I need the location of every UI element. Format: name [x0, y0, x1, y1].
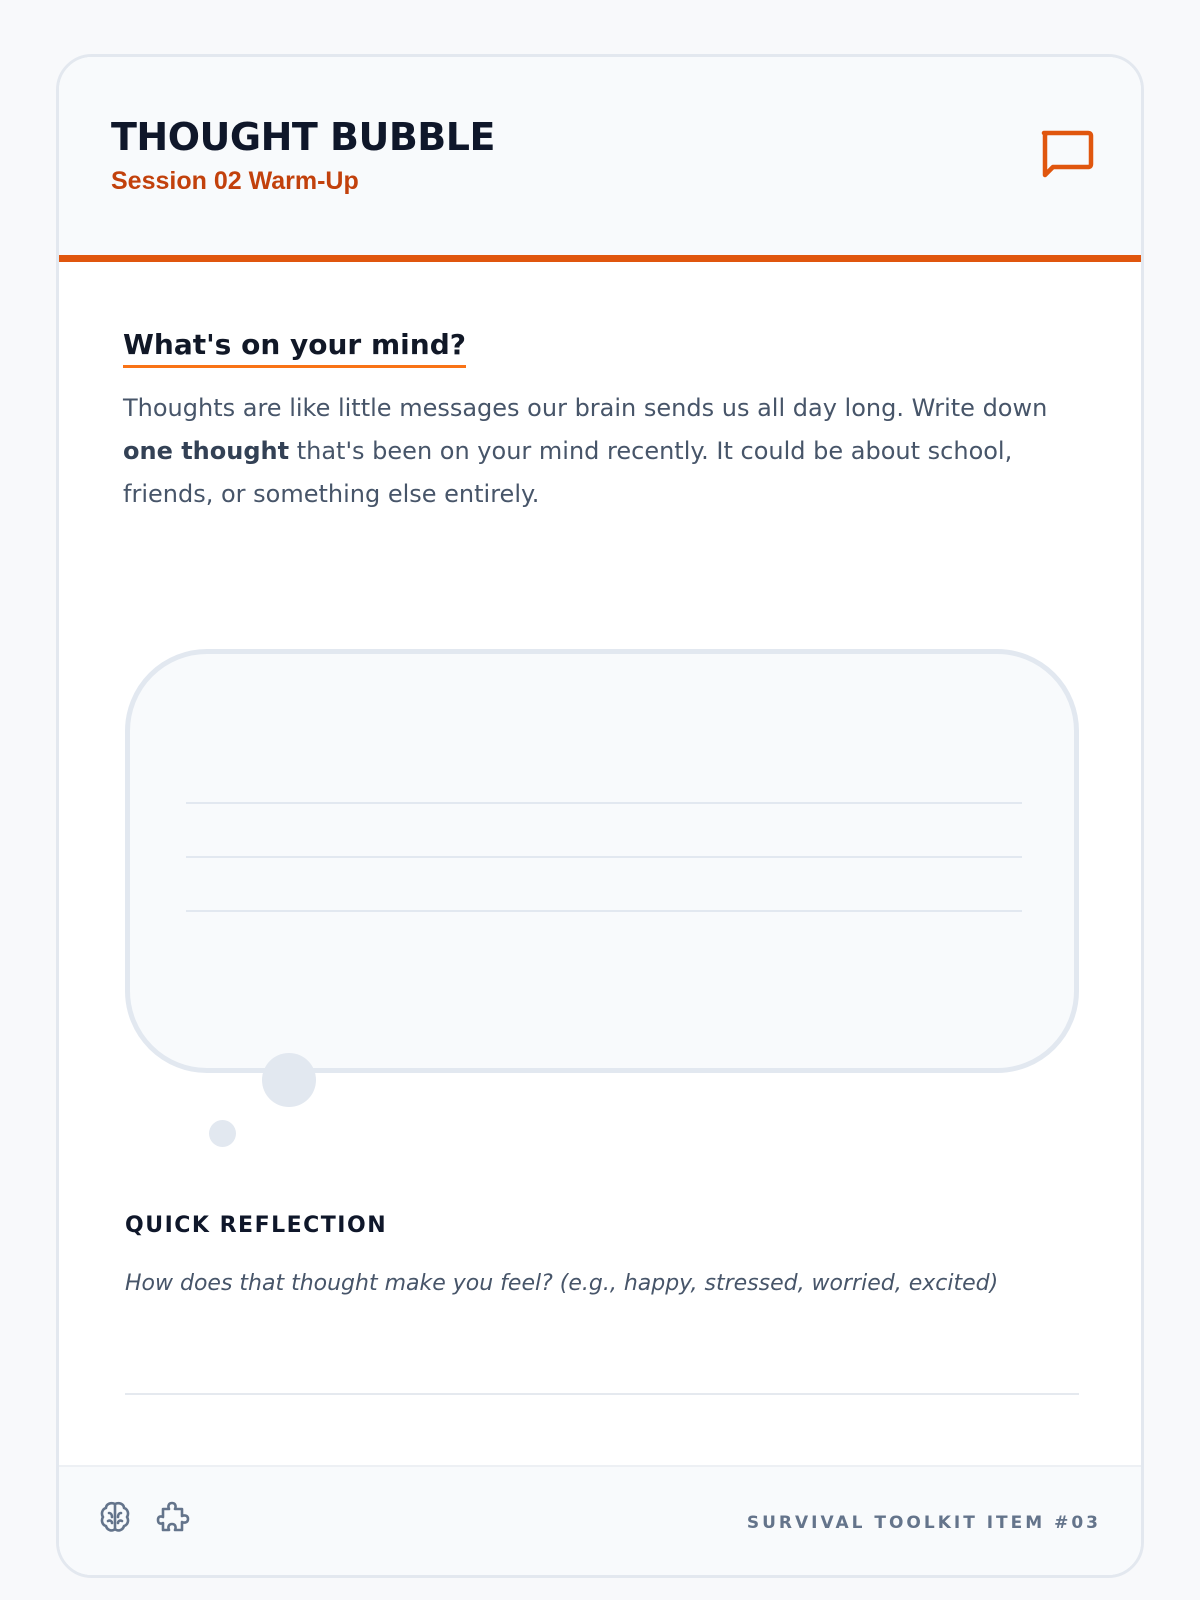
thought-bubble-tail-dot	[209, 1120, 236, 1147]
writing-line[interactable]	[186, 802, 1022, 804]
session-subtitle: Session 02 Warm-Up	[111, 167, 359, 195]
prompt-heading: What's on your mind?	[123, 329, 466, 368]
card-footer	[59, 1465, 1141, 1578]
reflection-answer-line[interactable]	[125, 1393, 1079, 1395]
prompt-text-emphasis: one thought	[123, 437, 290, 465]
worksheet-card	[56, 54, 1144, 1578]
writing-line[interactable]	[186, 856, 1022, 858]
writing-line[interactable]	[186, 910, 1022, 912]
reflection-heading: QUICK REFLECTION	[125, 1213, 388, 1238]
puzzle-icon	[155, 1499, 191, 1535]
card-header	[59, 57, 1141, 262]
brain-icon	[97, 1499, 133, 1535]
prompt-text-start: Thoughts are like little messages our brain sends us all day long. Write down	[123, 394, 1048, 422]
prompt-text-end: that's been on your mind recently. It could be about school, friends, or something else entirely.	[123, 437, 1013, 508]
chat-bubble-icon	[1039, 127, 1095, 183]
thought-bubble-tail-dot	[262, 1053, 316, 1107]
thought-bubble-writing-area[interactable]	[125, 649, 1079, 1073]
toolkit-item-label: SURVIVAL TOOLKIT ITEM #03	[746, 1513, 1101, 1533]
reflection-question: How does that thought make you feel? (e.g., happy, stressed, worried, excited)	[125, 1271, 999, 1296]
prompt-instructions	[123, 387, 1083, 516]
page-title: THOUGHT BUBBLE	[111, 115, 495, 159]
